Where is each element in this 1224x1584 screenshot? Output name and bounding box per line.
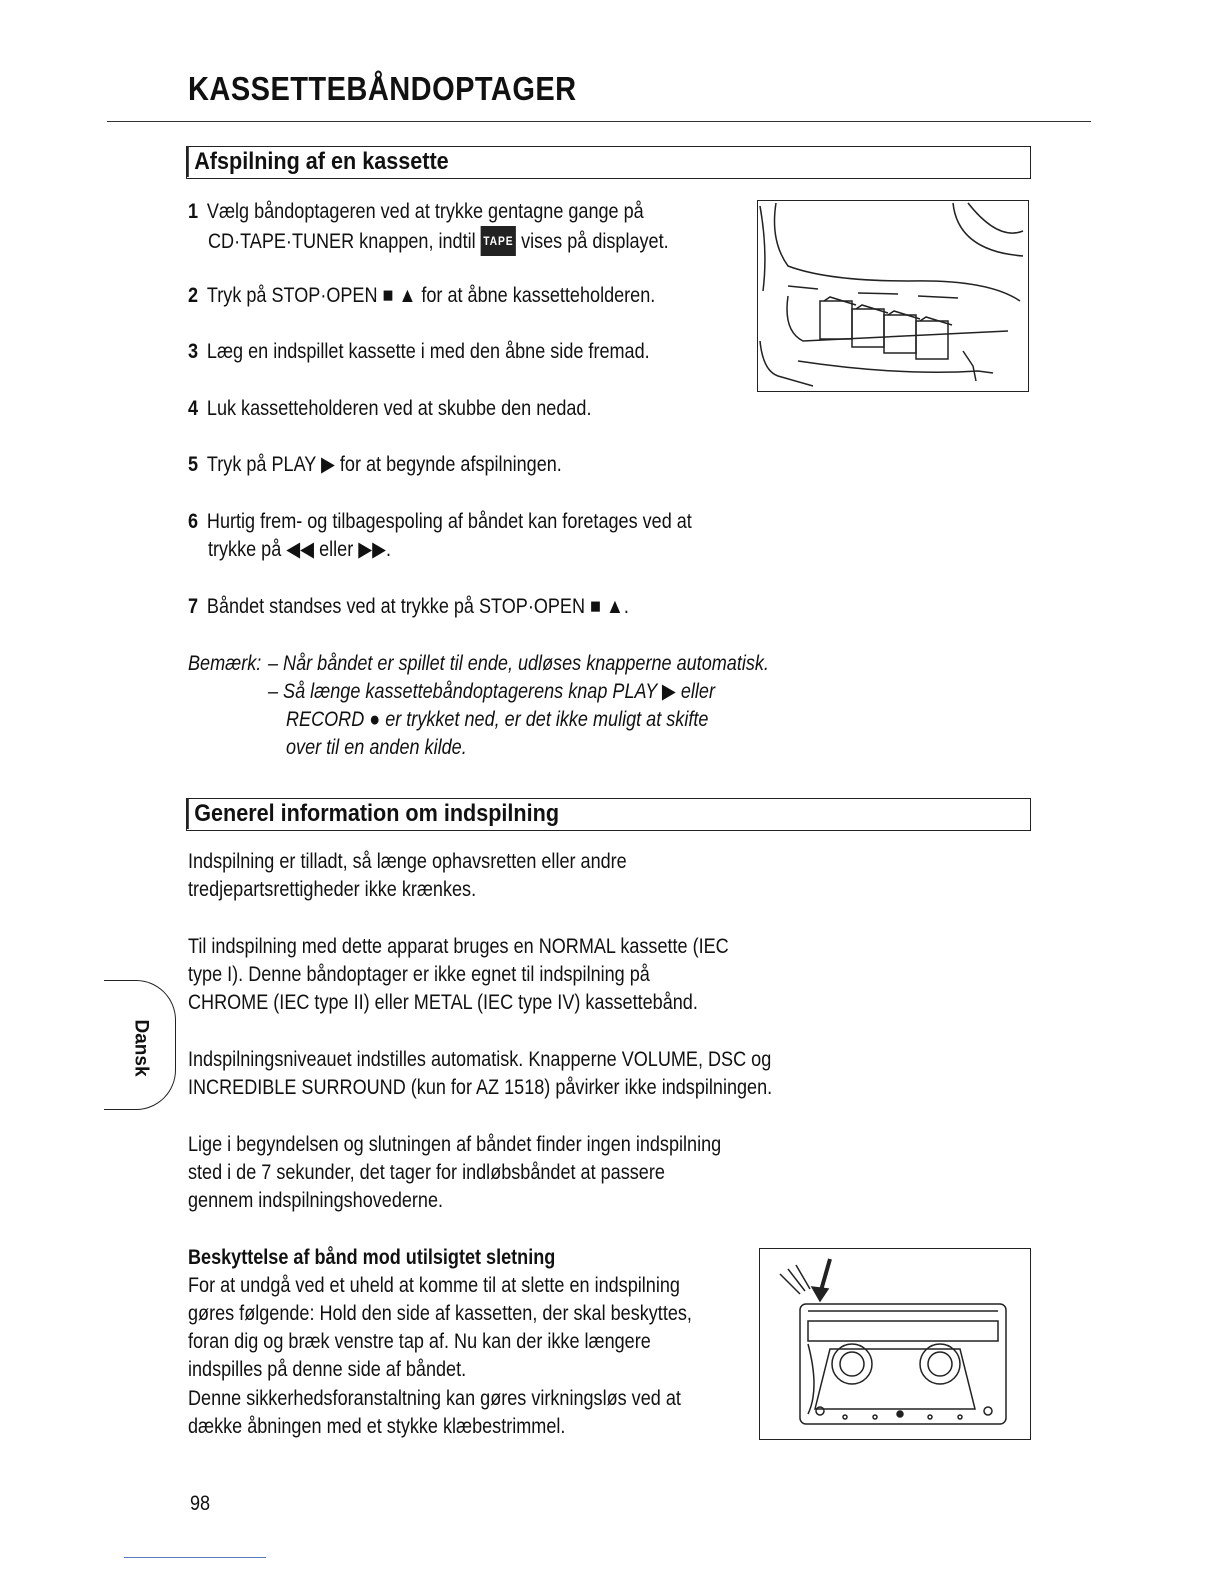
paragraph-1: Indspilning er tilladt, så længe ophavsretten eller andre tredjepartsrettigheder ikke krænkes. — [188, 850, 627, 901]
cassette-drawing — [760, 1249, 1030, 1439]
cassette-illustration — [759, 1248, 1031, 1440]
step-1: 1 Vælg båndoptageren ved at trykke gentagne gange på — [188, 200, 644, 223]
section-heading: Generel information om indspilning — [187, 799, 559, 829]
section-heading: Afspilning af en kassette — [187, 147, 449, 177]
page-number: 98 — [190, 1492, 211, 1515]
paragraph-2: Til indspilning med dette apparat bruges en NORMAL kassette (IEC type I). Denne båndoptager er ikke egnet til indspilning på CHROME (IEC type II) eller METAL (IEC type IV) kassettebånd. — [188, 935, 729, 1014]
page-title: KASSETTEBÅNDOPTAGER — [188, 70, 577, 107]
section-header-playback — [186, 146, 1031, 179]
section-header-recording — [186, 798, 1031, 831]
note-line-2: – Så længe kassettebåndoptagerens knap PLAY ▶ eller — [268, 680, 715, 703]
footer-line — [124, 1557, 266, 1558]
step-2: 2 Tryk på STOP·OPEN ■ ▲ for at åbne kassetteholderen. — [188, 284, 656, 307]
step-1-cont: CD·TAPE·TUNER knappen, indtil TAPE vises på displayet. — [208, 226, 669, 256]
tape-display-badge: TAPE — [481, 226, 516, 256]
tape-deck-illustration — [757, 200, 1029, 392]
step-5: 5 Tryk på PLAY ▶ for at begynde afspilningen. — [188, 453, 562, 476]
defeat-paragraph: Denne sikkerhedsforanstaltning kan gøres virkningsløs ved at dække åbningen med et stykke klæbestrimmel. — [188, 1387, 681, 1438]
step-4: 4 Luk kassetteholderen ved at skubbe den nedad. — [188, 397, 592, 420]
note-line-1: – Når båndet er spillet til ende, udløses knapperne automatisk. — [268, 652, 769, 675]
tape-deck-drawing — [758, 201, 1028, 391]
note-line-4: over til en anden kilde. — [286, 736, 467, 759]
note-label: Bemærk: — [188, 652, 262, 675]
language-tab-label: Dansk — [130, 1019, 152, 1077]
step-6-cont: trykke på ◀◀ eller ▶▶. — [208, 538, 392, 561]
paragraph-3: Indspilningsniveauet indstilles automatisk. Knapperne VOLUME, DSC og INCREDIBLE SURROUND (kun for AZ 1518) påvirker ikke indspilningen. — [188, 1048, 773, 1099]
protection-subheading: Beskyttelse af bånd mod utilsigtet sletning — [188, 1246, 556, 1269]
step-3: 3 Læg en indspillet kassette i med den åbne side fremad. — [188, 340, 650, 363]
note-line-3: RECORD ● er trykket ned, er det ikke muligt at skifte — [286, 708, 709, 731]
paragraph-4: Lige i begyndelsen og slutningen af båndet finder ingen indspilning sted i de 7 sekunder, det tager for indløbsbåndet at passere gennem indspilningshovederne. — [188, 1133, 722, 1212]
title-divider — [107, 121, 1091, 122]
protection-paragraph: For at undgå ved et uheld at komme til at slette en indspilning gøres følgende: Hold den side af kassetten, der skal beskyttes, foran dig og bræk venstre tap af. Nu kan der ikke længere indspilles på denne side af båndet. — [188, 1274, 692, 1381]
step-6: 6 Hurtig frem- og tilbagespoling af båndet kan foretages ved at — [188, 510, 692, 533]
step-7: 7 Båndet standses ved at trykke på STOP·OPEN ■ ▲. — [188, 595, 629, 618]
